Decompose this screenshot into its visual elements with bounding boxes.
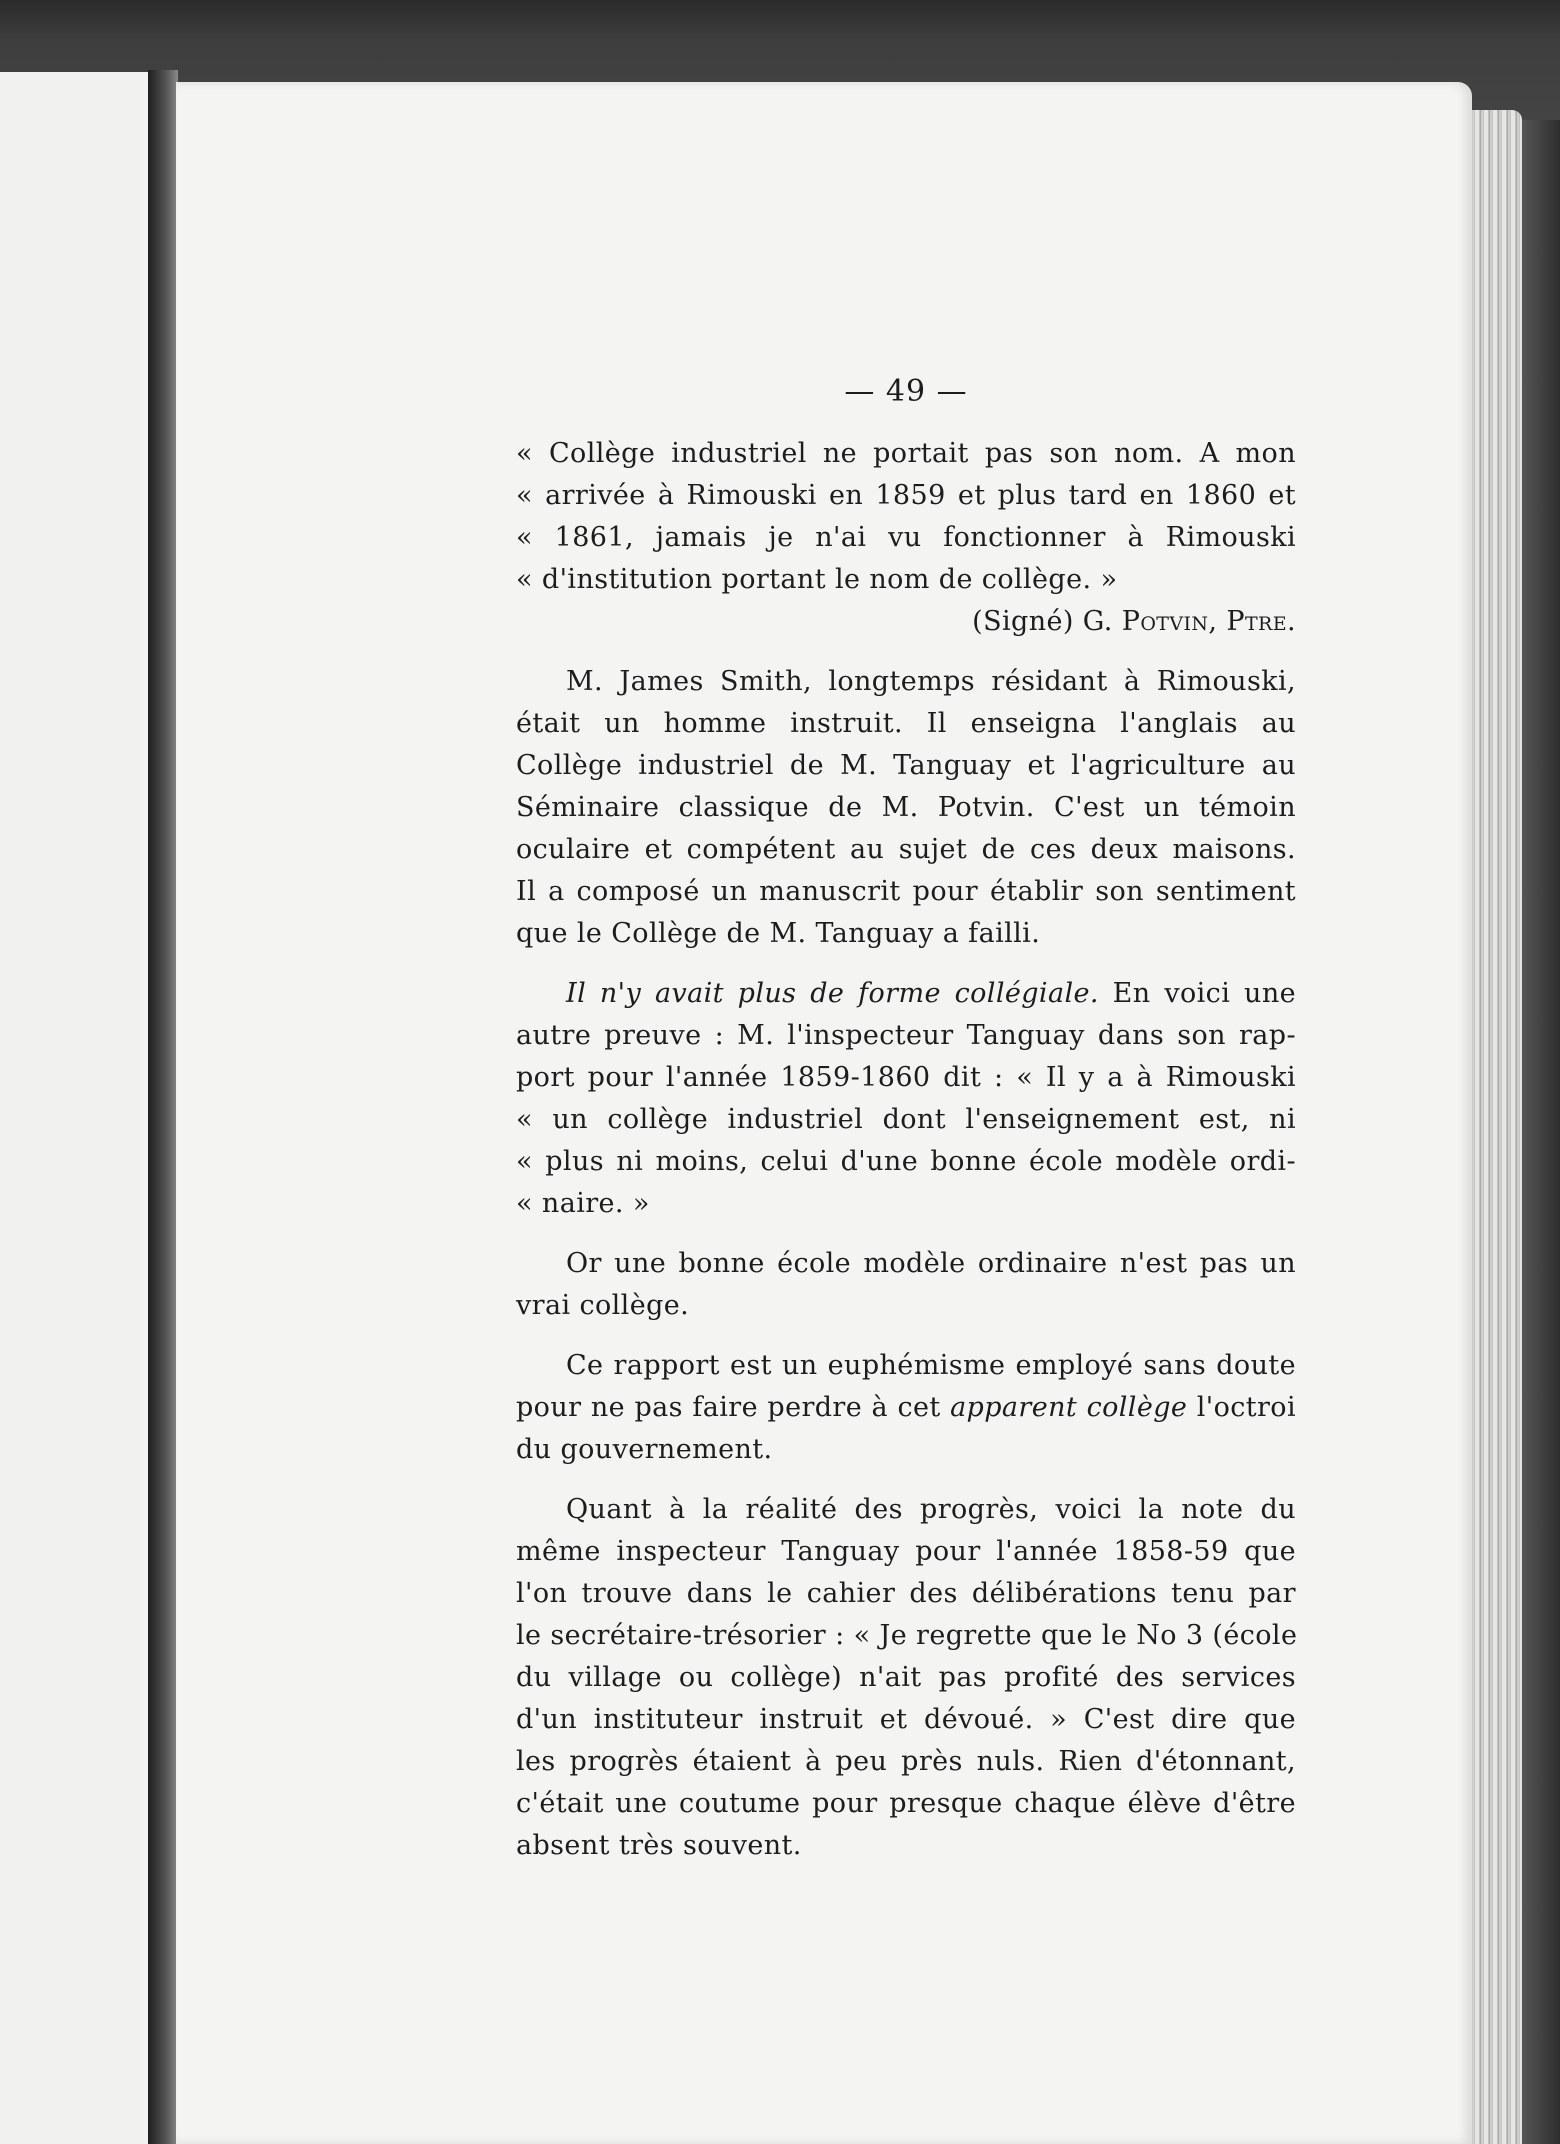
quote-line: « Collège industriel ne portait pas son nom. A mon [516, 438, 1296, 469]
paragraph-line: M. James Smith, longtemps résidant à Rimouski, [566, 666, 1296, 697]
paragraph-line: « naire. » [516, 1188, 650, 1219]
paragraph-line: c'était une coutume pour presque chaque élève d'être [516, 1788, 1296, 1819]
italic-phrase: Il n'y avait plus de forme collégiale. [566, 978, 1099, 1009]
paragraph-line: les progrès étaient à peu près nuls. Rien d'étonnant, [516, 1746, 1296, 1777]
previous-page-edge [0, 72, 155, 2144]
paragraph-line: oculaire et compétent au sujet de ces deux maisons. [516, 834, 1296, 865]
paragraph-line [516, 1391, 1296, 1425]
paragraph-line: du gouvernement. [516, 1434, 773, 1465]
paragraph-line: « plus ni moins, celui d'une bonne école modèle ordi- [516, 1146, 1296, 1177]
paragraph-line: Il a composé un manuscrit pour établir son sentiment [516, 876, 1296, 907]
paragraph-line: le secrétaire-trésorier : « Je regrette que le No 3 (école [516, 1620, 1298, 1651]
paragraph-line: Or une bonne école modèle ordinaire n'est pas un [566, 1248, 1296, 1279]
paragraph-line [566, 977, 1296, 1011]
signature-name: Potvin, Ptre. [1121, 606, 1296, 637]
italic-phrase: apparent collège [950, 1392, 1188, 1423]
quote-line: « 1861, jamais je n'ai vu fonctionner à Rimouski [516, 522, 1296, 553]
paragraph-line: était un homme instruit. Il enseigna l'anglais au [516, 708, 1296, 739]
paragraph-line: du village ou collège) n'ait pas profité des services [516, 1662, 1296, 1693]
paragraph-line: Séminaire classique de M. Potvin. C'est un témoin [516, 792, 1296, 823]
paragraph-line: port pour l'année 1859-1860 dit : « Il y a à Rimouski [516, 1062, 1296, 1093]
paragraph-line: d'un instituteur instruit et dévoué. » C'est dire que [516, 1704, 1296, 1735]
paragraph-line: que le Collège de M. Tanguay a failli. [516, 918, 1041, 949]
signature-prefix: (Signé) G. [972, 606, 1122, 637]
paragraph-line: Quant à la réalité des progrès, voici la note du [566, 1494, 1296, 1525]
book-page [176, 82, 1472, 2144]
paragraph-line: « un collège industriel dont l'enseignement est, ni [516, 1104, 1296, 1135]
paragraph-line: autre preuve : M. l'inspecteur Tanguay dans son rap- [516, 1020, 1296, 1051]
quote-line: « arrivée à Rimouski en 1859 et plus tard en 1860 et [516, 480, 1296, 511]
paragraph-line: Collège industriel de M. Tanguay et l'agriculture au [516, 750, 1296, 781]
book-gutter [148, 70, 178, 2144]
phrase: pour ne pas faire perdre à cet [516, 1392, 951, 1423]
quote-line: « d'institution portant le nom de collège. » [516, 564, 1118, 595]
page-stack-edges [1466, 110, 1522, 2144]
paragraph-line: l'on trouve dans le cahier des délibérations tenu par [516, 1578, 1296, 1609]
paragraph-line: même inspecteur Tanguay pour l'année 1858-59 que [516, 1536, 1296, 1567]
paragraph-line: vrai collège. [516, 1290, 690, 1321]
page-number: — 49 — [844, 374, 968, 409]
page-edges-shadow [1518, 120, 1560, 2144]
paragraph-line: Ce rapport est un euphémisme employé sans doute [566, 1350, 1296, 1381]
phrase: En voici une [1098, 978, 1296, 1009]
phrase: l'octroi [1187, 1392, 1296, 1423]
paragraph-line: absent très souvent. [516, 1830, 802, 1861]
signature [856, 605, 1296, 639]
